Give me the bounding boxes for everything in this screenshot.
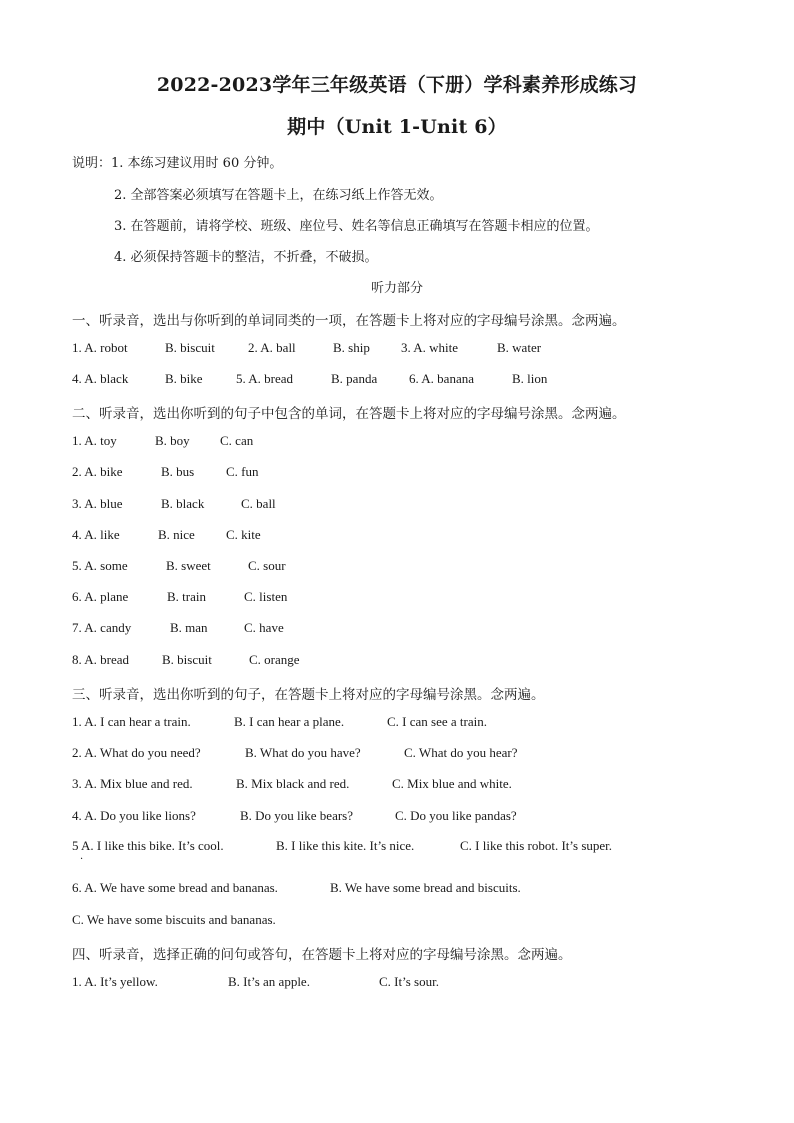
option: C. I like this robot. It’s super. (460, 838, 613, 853)
option: 1. A. I can hear a train. (72, 714, 191, 729)
option: C. orange (249, 652, 300, 667)
option: 4. A. Do you like lions? (72, 808, 196, 823)
option: B. Mix black and red. (236, 776, 350, 791)
option: 2. A. What do you need? (72, 745, 201, 760)
option: 3. A. white (401, 340, 459, 355)
option: C. have (244, 620, 284, 635)
option: C. ball (241, 496, 276, 511)
option: C. kite (226, 527, 261, 542)
option: 1. A. toy (72, 433, 117, 448)
option: B. nice (158, 527, 195, 542)
option: B. lion (512, 371, 548, 386)
option: 5 A. I like this bike. It’s cool. (72, 838, 224, 853)
option: B. boy (155, 433, 190, 448)
note-line-1 (72, 152, 282, 171)
option: C. Do you like pandas? (395, 808, 517, 823)
option: B. I can hear a plane. (234, 714, 345, 729)
section-4-heading: 四、听录音，选择正确的问句或答句，在答题卡上将对应的字母编号涂黑。念两遍。 (72, 947, 572, 963)
option: B. black (161, 496, 205, 511)
option: 6. A. plane (72, 589, 129, 604)
option: B. We have some bread and biscuits. (330, 880, 521, 895)
option: C. fun (226, 464, 259, 479)
note-item: 3. 在答题前，请将学校、班级、座位号、姓名等信息正确填写在答题卡相应的位置。 (114, 219, 599, 234)
option: 7. A. candy (72, 620, 132, 635)
option: B. biscuit (162, 652, 212, 667)
exam-subtitle: 期中（Unit 1-Unit 6） (287, 116, 507, 138)
option: 5. A. bread (236, 371, 294, 386)
option: B. It’s an apple. (228, 974, 310, 989)
option: C. It’s sour. (379, 974, 439, 989)
option: 1. A. It’s yellow. (72, 974, 158, 989)
option: B. biscuit (165, 340, 215, 355)
option: C. listen (244, 589, 288, 604)
option: 2. A. bike (72, 464, 123, 479)
option: B. man (170, 620, 208, 635)
option: C. We have some biscuits and bananas. (72, 912, 276, 927)
option: 8. A. bread (72, 652, 130, 667)
option: 1. A. robot (72, 340, 128, 355)
section-1-heading: 一、听录音，选出与你听到的单词同类的一项，在答题卡上将对应的字母编号涂黑。念两遍。 (72, 313, 626, 329)
note-prefix: 说明： (72, 156, 112, 171)
note-item: 2. 全部答案必须填写在答题卡上，在练习纸上作答无效。 (114, 188, 443, 203)
option: C. sour (248, 558, 286, 573)
option: B. sweet (166, 558, 211, 573)
section-2-heading: 二、听录音，选出你听到的句子中包含的单词，在答题卡上将对应的字母编号涂黑。念两遍。 (72, 406, 626, 422)
option: B. panda (331, 371, 378, 386)
option: B. Do you like bears? (240, 808, 354, 823)
option: B. bike (165, 371, 203, 386)
option: 4. A. like (72, 527, 120, 542)
option: 4. A. black (72, 371, 129, 386)
option: C. What do you hear? (404, 745, 518, 760)
listening-heading: 听力部分 (370, 281, 423, 296)
option: C. can (220, 433, 254, 448)
option: 5. A. some (72, 558, 128, 573)
exam-title: 2022-2023学年三年级英语（下册）学科素养形成练习 (156, 74, 638, 96)
option: 3. A. blue (72, 496, 123, 511)
section-3-heading: 三、听录音，选出你听到的句子，在答题卡上将对应的字母编号涂黑。念两遍。 (72, 687, 545, 703)
option: 6. A. banana (409, 371, 474, 386)
option: C. Mix blue and white. (392, 776, 512, 791)
option: 3. A. Mix blue and red. (72, 776, 193, 791)
option: B. bus (161, 464, 195, 479)
option: 6. A. We have some bread and bananas. (72, 880, 278, 895)
option: C. I can see a train. (387, 714, 487, 729)
option: B. What do you have? (245, 745, 361, 760)
note-item: 4. 必须保持答题卡的整洁，不折叠，不破损。 (114, 250, 378, 265)
option: B. I like this kite. It’s nice. (276, 838, 415, 853)
option: B. ship (333, 340, 370, 355)
stray-dot: · (80, 854, 84, 865)
option: 2. A. ball (248, 340, 296, 355)
option: B. water (497, 340, 542, 355)
note-item: 1. 本练习建议用时 60 分钟。 (111, 156, 283, 171)
option: B. train (167, 589, 206, 604)
